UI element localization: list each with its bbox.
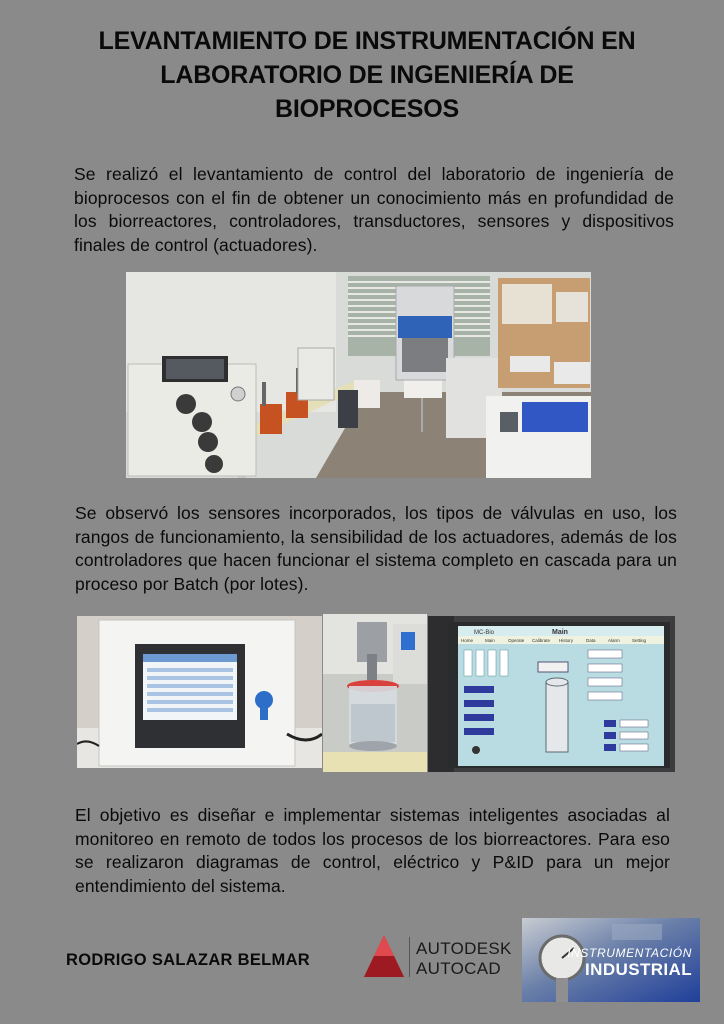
- intro-paragraph: Se realizó el levantamiento de control del laboratorio de ingeniería de bioprocesos con el fin de obtener un conocimiento más en profundidad de los biorreactores, controladores, transductores, sensores y dispositivos finales de control (actuadores).: [74, 164, 674, 255]
- hmi-tab-calibrate: Calibrate: [532, 638, 551, 643]
- hmi-tab-setting: Setting: [632, 638, 647, 643]
- hmi-tab-history: History: [559, 638, 574, 643]
- hmi-screen-title: Main: [552, 629, 568, 636]
- instrumentacion-industrial-badge: [522, 918, 700, 1002]
- controller-photo: [77, 616, 322, 768]
- title-line-2: LABORATORIO DE INGENIERÍA DE: [160, 61, 574, 89]
- hmi-tab-main: Main: [485, 638, 495, 643]
- hmi-brand-label: MC-Bio: [474, 630, 495, 636]
- badge-line-2: INDUSTRIAL: [585, 960, 692, 979]
- bioreactor-photo: [323, 614, 427, 772]
- page-title: [60, 24, 674, 126]
- author-name: RODRIGO SALAZAR BELMAR: [66, 951, 311, 969]
- hmi-tab-home: Home: [461, 638, 474, 643]
- badge-line-1: INSTRUMENTACIÓN: [567, 946, 692, 960]
- hmi-tab-alarm: Alarm: [608, 638, 620, 643]
- laboratory-photo: [126, 272, 591, 478]
- hmi-tab-data: Data: [586, 638, 596, 643]
- objective-paragraph: El objetivo es diseñar e implementar sistemas inteligentes asociadas al monitoreo en remoto de todos los procesos de los biorreactores. Para eso se realizaron diagramas de control, eléctrico y P&ID para un mejor entendimiento del sistema.: [75, 805, 670, 896]
- autocad-line-1: AUTODESK: [416, 939, 512, 958]
- autocad-logo: [362, 933, 510, 983]
- title-line-3: BIOPROCESOS: [275, 95, 459, 123]
- observations-paragraph: Se observó los sensores incorporados, los tipos de válvulas en uso, los rangos de funcionamiento, la sensibilidad de los actuadores, además de los controladores que hacen funcionar el sistema completo en cascada para un proceso por Batch (por lotes).: [75, 503, 677, 594]
- hmi-screen-photo: [428, 616, 675, 772]
- autocad-line-2: AUTOCAD: [416, 959, 501, 978]
- hmi-tab-operate: Operate: [508, 638, 525, 643]
- autocad-triangle-icon: [362, 933, 406, 981]
- title-line-1: LEVANTAMIENTO DE INSTRUMENTACIÓN EN: [98, 27, 636, 55]
- autocad-divider: [409, 937, 410, 977]
